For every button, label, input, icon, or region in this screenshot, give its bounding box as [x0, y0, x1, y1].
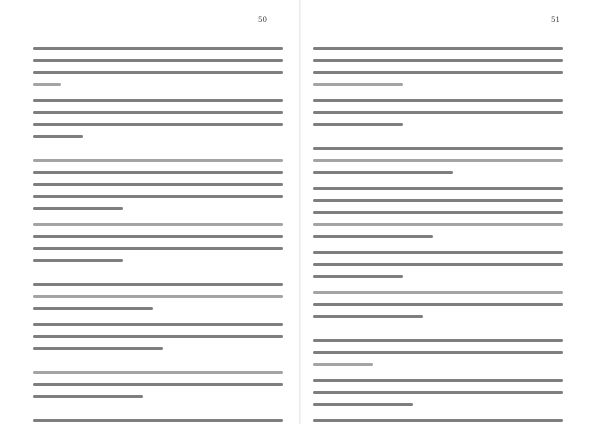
text-line — [313, 159, 563, 162]
text-line — [33, 71, 283, 74]
text-line — [313, 263, 563, 266]
text-line — [313, 315, 423, 318]
right-page-body-text — [301, 0, 600, 424]
text-line — [313, 47, 563, 50]
page-number-left: 50 — [258, 16, 267, 24]
text-line — [313, 111, 563, 114]
text-line — [33, 83, 61, 86]
text-line — [313, 339, 563, 342]
text-line — [33, 259, 123, 262]
text-line — [33, 371, 283, 374]
text-line — [313, 83, 403, 86]
text-line — [313, 171, 453, 174]
text-line — [33, 295, 283, 298]
text-line — [313, 71, 563, 74]
text-line — [33, 307, 153, 310]
text-line — [33, 235, 283, 238]
text-line — [313, 123, 403, 126]
text-line — [313, 187, 563, 190]
text-line — [33, 323, 283, 326]
text-line — [313, 379, 563, 382]
text-line — [313, 199, 563, 202]
text-line — [313, 275, 403, 278]
text-line — [33, 171, 283, 174]
text-line — [313, 251, 563, 254]
text-line — [313, 403, 413, 406]
text-line — [33, 335, 283, 338]
text-line — [313, 291, 563, 294]
text-line — [33, 159, 283, 162]
text-line — [33, 207, 123, 210]
text-line — [313, 147, 563, 150]
text-line — [313, 59, 563, 62]
text-line — [33, 195, 283, 198]
text-line — [313, 351, 563, 354]
text-line — [33, 419, 283, 422]
text-line — [313, 391, 563, 394]
text-line — [33, 111, 283, 114]
text-line — [313, 223, 563, 226]
text-line — [33, 347, 163, 350]
text-line — [33, 395, 143, 398]
text-line — [313, 99, 563, 102]
text-line — [33, 123, 283, 126]
text-line — [33, 283, 283, 286]
text-line — [313, 303, 563, 306]
text-line — [33, 47, 283, 50]
text-line — [313, 419, 563, 422]
text-line — [33, 383, 283, 386]
text-line — [33, 247, 283, 250]
text-line — [33, 135, 83, 138]
text-line — [313, 363, 373, 366]
text-line — [33, 59, 283, 62]
right-page — [301, 0, 600, 424]
text-line — [33, 183, 283, 186]
text-line — [313, 235, 433, 238]
text-line — [33, 99, 283, 102]
left-page — [0, 0, 299, 424]
text-line — [33, 223, 283, 226]
page-number-right: 51 — [551, 16, 560, 24]
left-page-body-text — [0, 0, 299, 424]
text-line — [313, 211, 563, 214]
